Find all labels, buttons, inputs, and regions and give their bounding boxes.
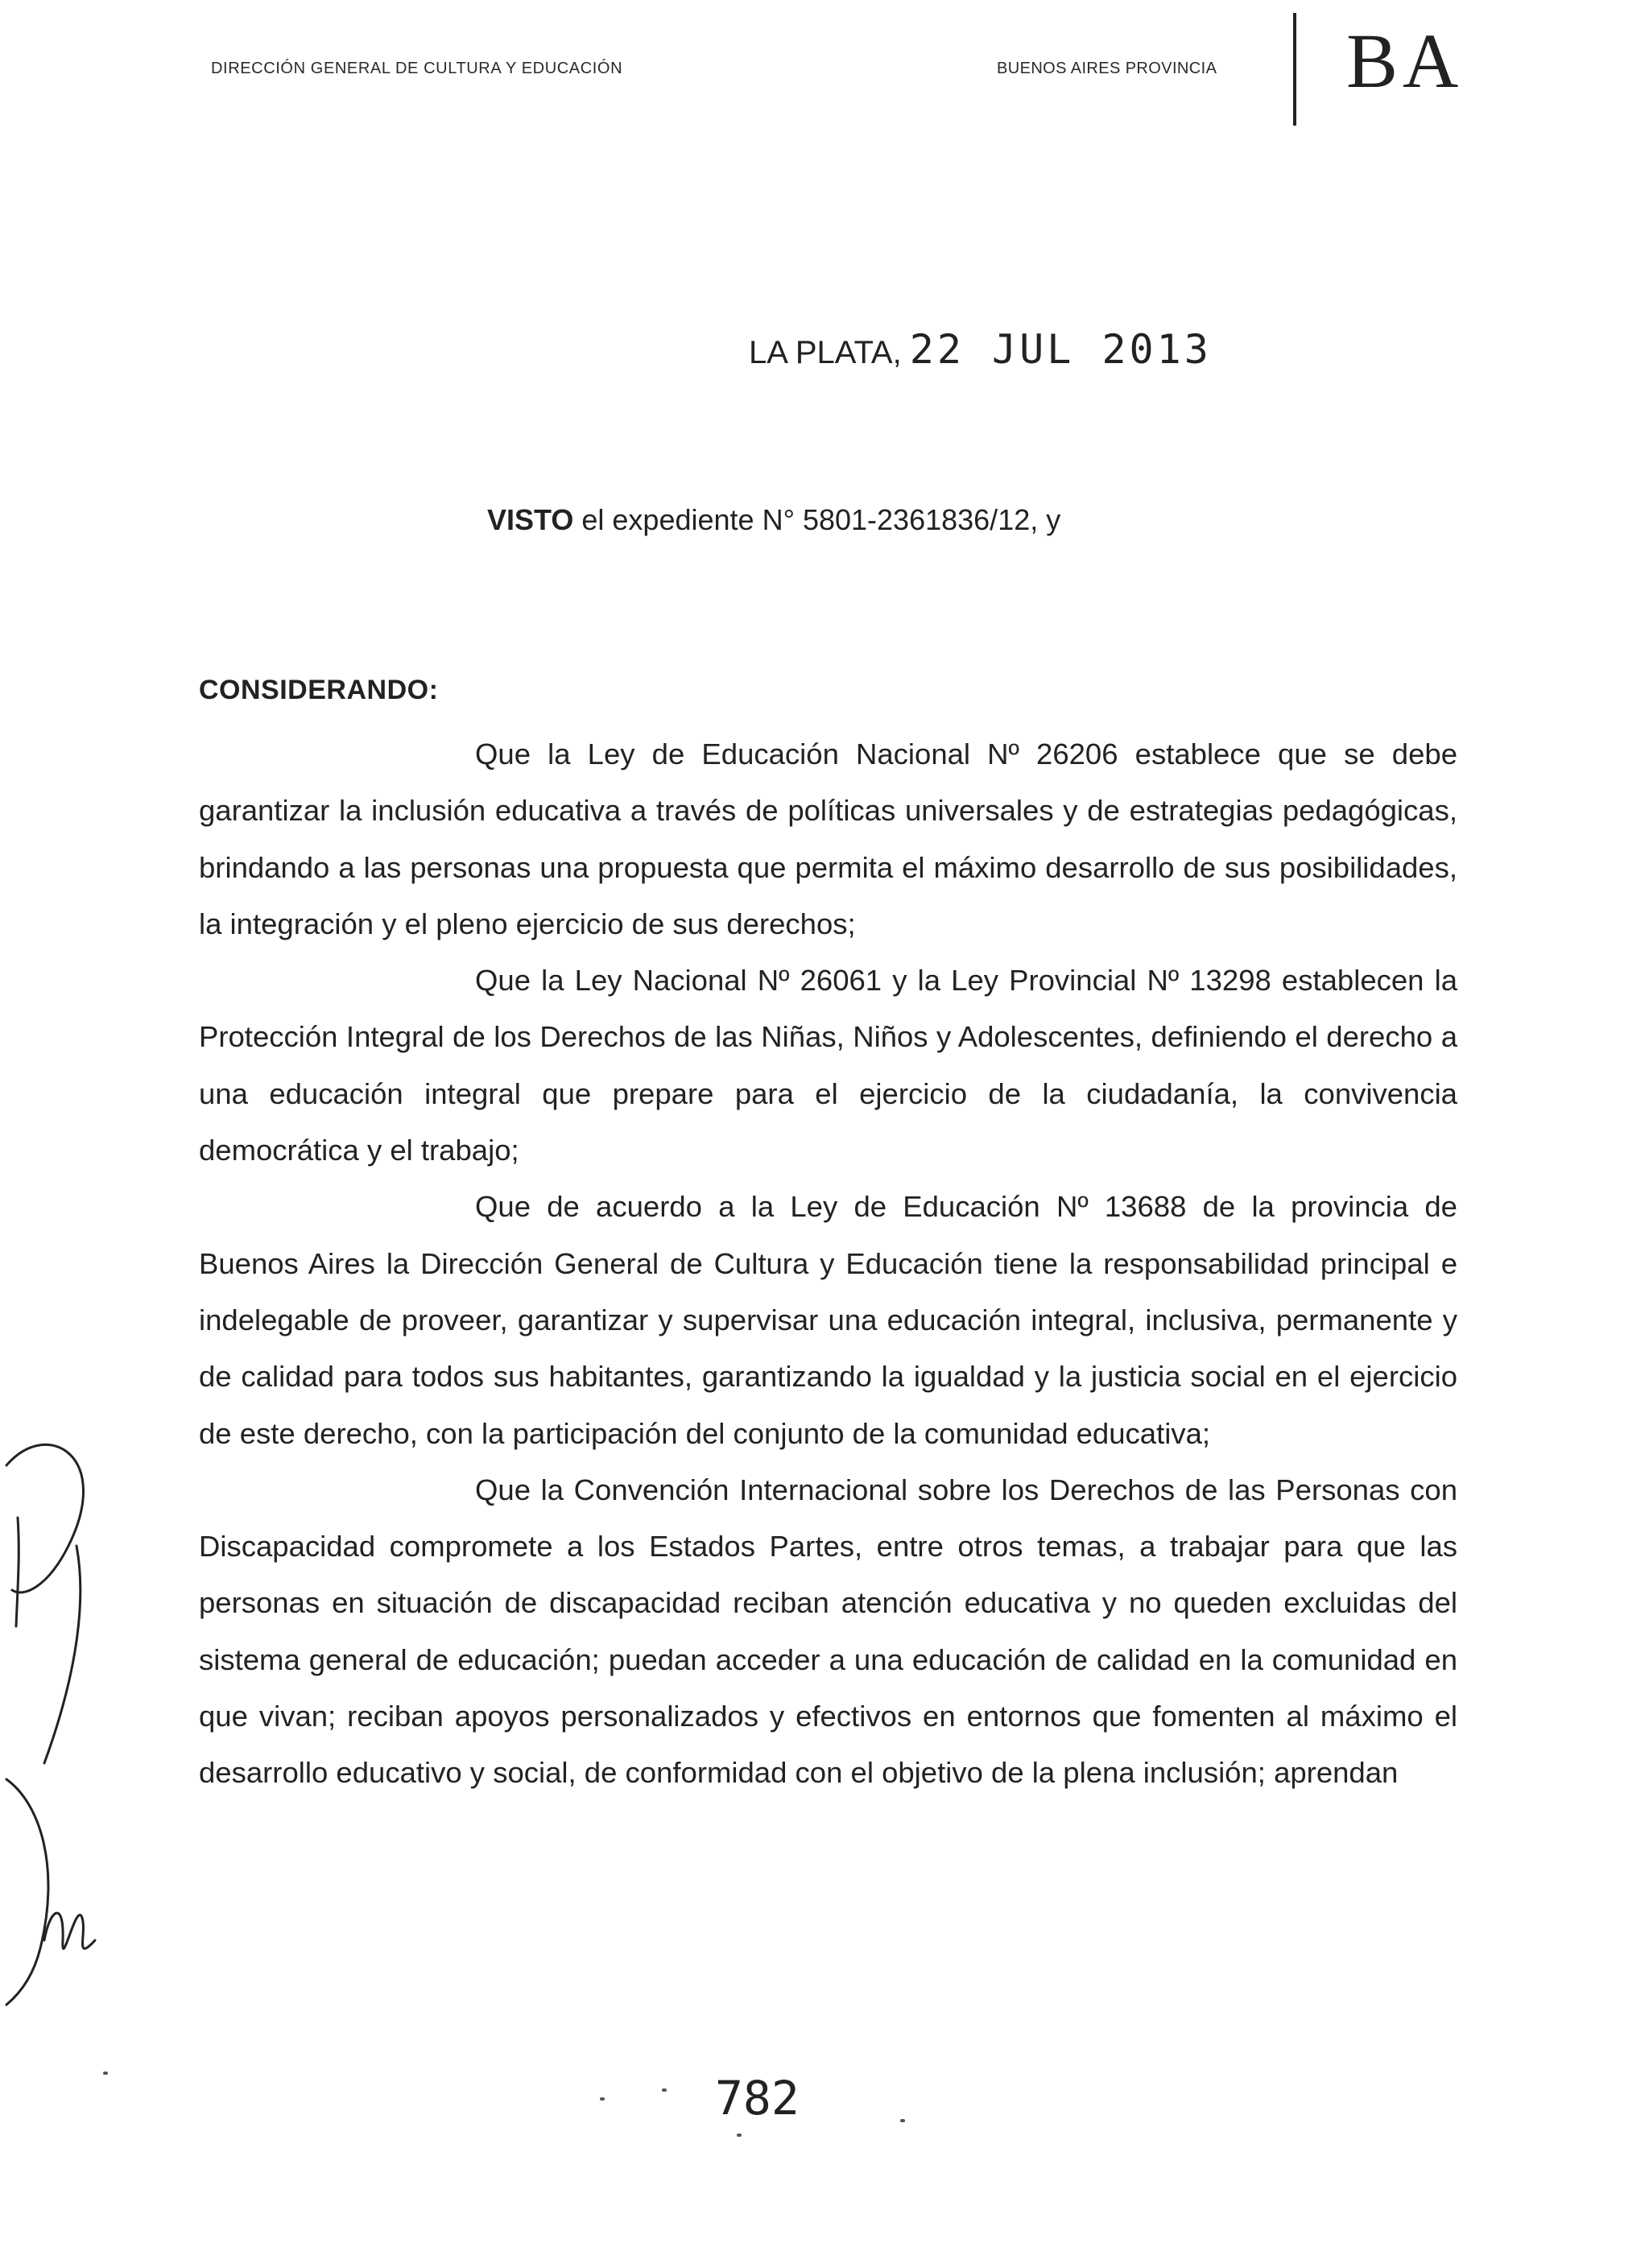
handwritten-signature [0, 1425, 113, 2029]
paragraph: Que la Ley Nacional Nº 26061 y la Ley Provincial Nº 13298 establecen la Protección Integral de los Derechos de las Niñas, Niños y Adolescentes, definiendo el derecho a una educación integral que prepare para el ejercicio de la ciudadanía, la convivencia democrática y el trabajo; [199, 964, 1457, 1167]
place-label: LA PLATA, [749, 335, 902, 370]
scan-speck [900, 2119, 905, 2122]
visto-text: el expediente N° 5801-2361836/12, y [581, 503, 1061, 536]
scan-speck [737, 2134, 742, 2137]
place-date [749, 326, 1212, 373]
considerando-body [199, 726, 1457, 1802]
header-divider [1293, 13, 1296, 126]
page-number: 782 [715, 2071, 800, 2125]
header-province: BUENOS AIRES PROVINCIA [997, 60, 1217, 77]
scan-speck [103, 2072, 108, 2075]
header-institution: DIRECCIÓN GENERAL DE CULTURA Y EDUCACIÓN [211, 60, 623, 77]
paragraph: Que la Convención Internacional sobre los Derechos de las Personas con Discapacidad compromete a los Estados Partes, entre otros temas, a trabajar para que las personas en situación de discapacidad reciban atención educativa y no queden excluidas del sistema general de educación; puedan acceder a una educación de calidad en la comunidad en que vivan; reciban apoyos personalizados y efectivos en entornos que fomenten al máximo el desarrollo educativo y social, de conformidad con el objetivo de la plena inclusión; aprendan [199, 1473, 1457, 1790]
paragraph: Que la Ley de Educación Nacional Nº 26206 establece que se debe garantizar la inclusión educativa a través de políticas universales y de estrategias pedagógicas, brindando a las personas una propuesta que permita el máximo desarrollo de sus posibilidades, la integración y el pleno ejercicio de sus derechos; [199, 737, 1457, 940]
ba-logo: BA [1346, 18, 1464, 104]
scan-speck [662, 2088, 667, 2092]
considerando-heading: CONSIDERANDO: [199, 675, 439, 705]
paragraph: Que de acuerdo a la Ley de Educación Nº 13688 de la provincia de Buenos Aires la Dirección General de Cultura y Educación tiene la responsabilidad principal e indelegable de proveer, garantizar y supervisar una educación integral, inclusiva, permanente y de calidad para todos sus habitantes, garantizando la igualdad y la justicia social en el ejercicio de este derecho, con la participación del conjunto de la comunidad educativa; [199, 1190, 1457, 1450]
date-stamp: 22 JUL 2013 [909, 326, 1212, 373]
visto-line [487, 503, 1060, 537]
visto-label: VISTO [487, 503, 574, 536]
scan-speck [600, 2097, 605, 2101]
